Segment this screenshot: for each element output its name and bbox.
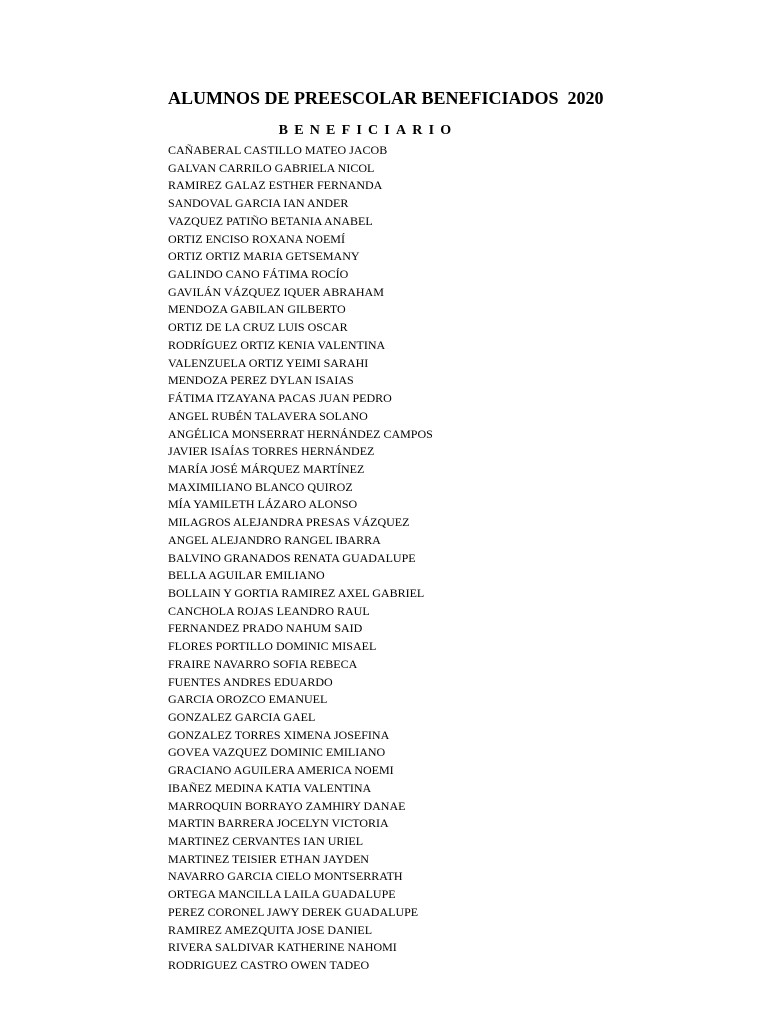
list-item: GRACIANO AGUILERA AMERICA NOEMI [168,763,394,778]
list-item: ORTIZ ENCISO ROXANA NOEMÍ [168,231,345,246]
list-item: GALINDO CANO FÁTIMA ROCÍO [168,267,349,282]
list-item: PEREZ CORONEL JAWY DEREK GUADALUPE [168,904,419,919]
list-item: FLORES PORTILLO DOMINIC MISAEL [168,639,377,654]
document-title: ALUMNOS DE PREESCOLAR BENEFICIADOS 2020 [168,88,604,108]
list-item: ORTIZ DE LA CRUZ LUIS OSCAR [168,320,348,335]
list-item: MENDOZA PEREZ DYLAN ISAIAS [168,373,354,388]
list-item: CANCHOLA ROJAS LEANDRO RAUL [168,603,370,618]
list-item: FERNANDEZ PRADO NAHUM SAID [168,621,363,636]
list-item: GONZALEZ TORRES XIMENA JOSEFINA [168,727,390,742]
list-item: RODRÍGUEZ ORTIZ KENIA VALENTINA [168,337,386,352]
beneficiary-list [168,142,433,975]
list-item: GONZALEZ GARCIA GAEL [168,710,316,724]
list-item: GOVEA VAZQUEZ DOMINIC EMILIANO [168,745,386,760]
list-item: MÍA YAMILETH LÁZARO ALONSO [168,497,358,512]
list-item: ANGEL RUBÉN TALAVERA SOLANO [168,408,368,423]
list-item: FRAIRE NAVARRO SOFIA REBECA [168,656,358,671]
list-item: BOLLAIN Y GORTIA RAMIREZ AXEL GABRIEL [168,585,425,600]
list-item: MARTINEZ TEISIER ETHAN JAYDEN [168,851,369,866]
list-item: VAZQUEZ PATIÑO BETANIA ANABEL [168,213,373,228]
list-item: IBAÑEZ MEDINA KATIA VALENTINA [168,780,372,795]
list-item: ORTEGA MANCILLA LAILA GUADALUPE [168,887,396,902]
list-item: SANDOVAL GARCIA IAN ANDER [168,196,349,211]
list-item: JAVIER ISAÍAS TORRES HERNÁNDEZ [168,444,375,459]
list-item: RODRIGUEZ CASTRO OWEN TADEO [168,958,370,973]
list-item: MAXIMILIANO BLANCO QUIROZ [168,479,353,494]
list-item: RAMIREZ AMEZQUITA JOSE DANIEL [168,922,373,937]
list-item: MARTIN BARRERA JOCELYN VICTORIA [168,816,389,831]
list-item: ORTIZ ORTIZ MARIA GETSEMANY [168,249,360,264]
list-item: CAÑABERAL CASTILLO MATEO JACOB [168,143,388,157]
list-item: BALVINO GRANADOS RENATA GUADALUPE [168,550,416,565]
list-item: RIVERA SALDIVAR KATHERINE NAHOMI [168,940,397,955]
list-item: FUENTES ANDRES EDUARDO [168,674,333,689]
column-header: BENEFICIARIO [278,123,458,138]
list-item: VALENZUELA ORTIZ YEIMI SARAHI [168,355,369,370]
list-item: GARCIA OROZCO EMANUEL [168,692,328,707]
list-item: GALVAN CARRILO GABRIELA NICOL [168,160,375,175]
list-item: MARROQUIN BORRAYO ZAMHIRY DANAE [168,798,406,813]
list-item: ANGEL ALEJANDRO RANGEL IBARRA [168,532,381,547]
list-item: FÁTIMA ITZAYANA PACAS JUAN PEDRO [168,391,392,406]
list-item: NAVARRO GARCIA CIELO MONTSERRATH [168,869,403,884]
list-item: BELLA AGUILAR EMILIANO [168,568,325,583]
list-item: MENDOZA GABILAN GILBERTO [168,302,346,317]
list-item: MILAGROS ALEJANDRA PRESAS VÁZQUEZ [168,515,410,530]
list-item: GAVILÁN VÁZQUEZ IQUER ABRAHAM [168,284,384,299]
list-item: RAMIREZ GALAZ ESTHER FERNANDA [168,178,383,193]
list-item: ANGÉLICA MONSERRAT HERNÁNDEZ CAMPOS [168,426,433,441]
list-item: MARÍA JOSÉ MÁRQUEZ MARTÍNEZ [168,461,365,476]
list-item: MARTINEZ CERVANTES IAN URIEL [168,834,364,849]
